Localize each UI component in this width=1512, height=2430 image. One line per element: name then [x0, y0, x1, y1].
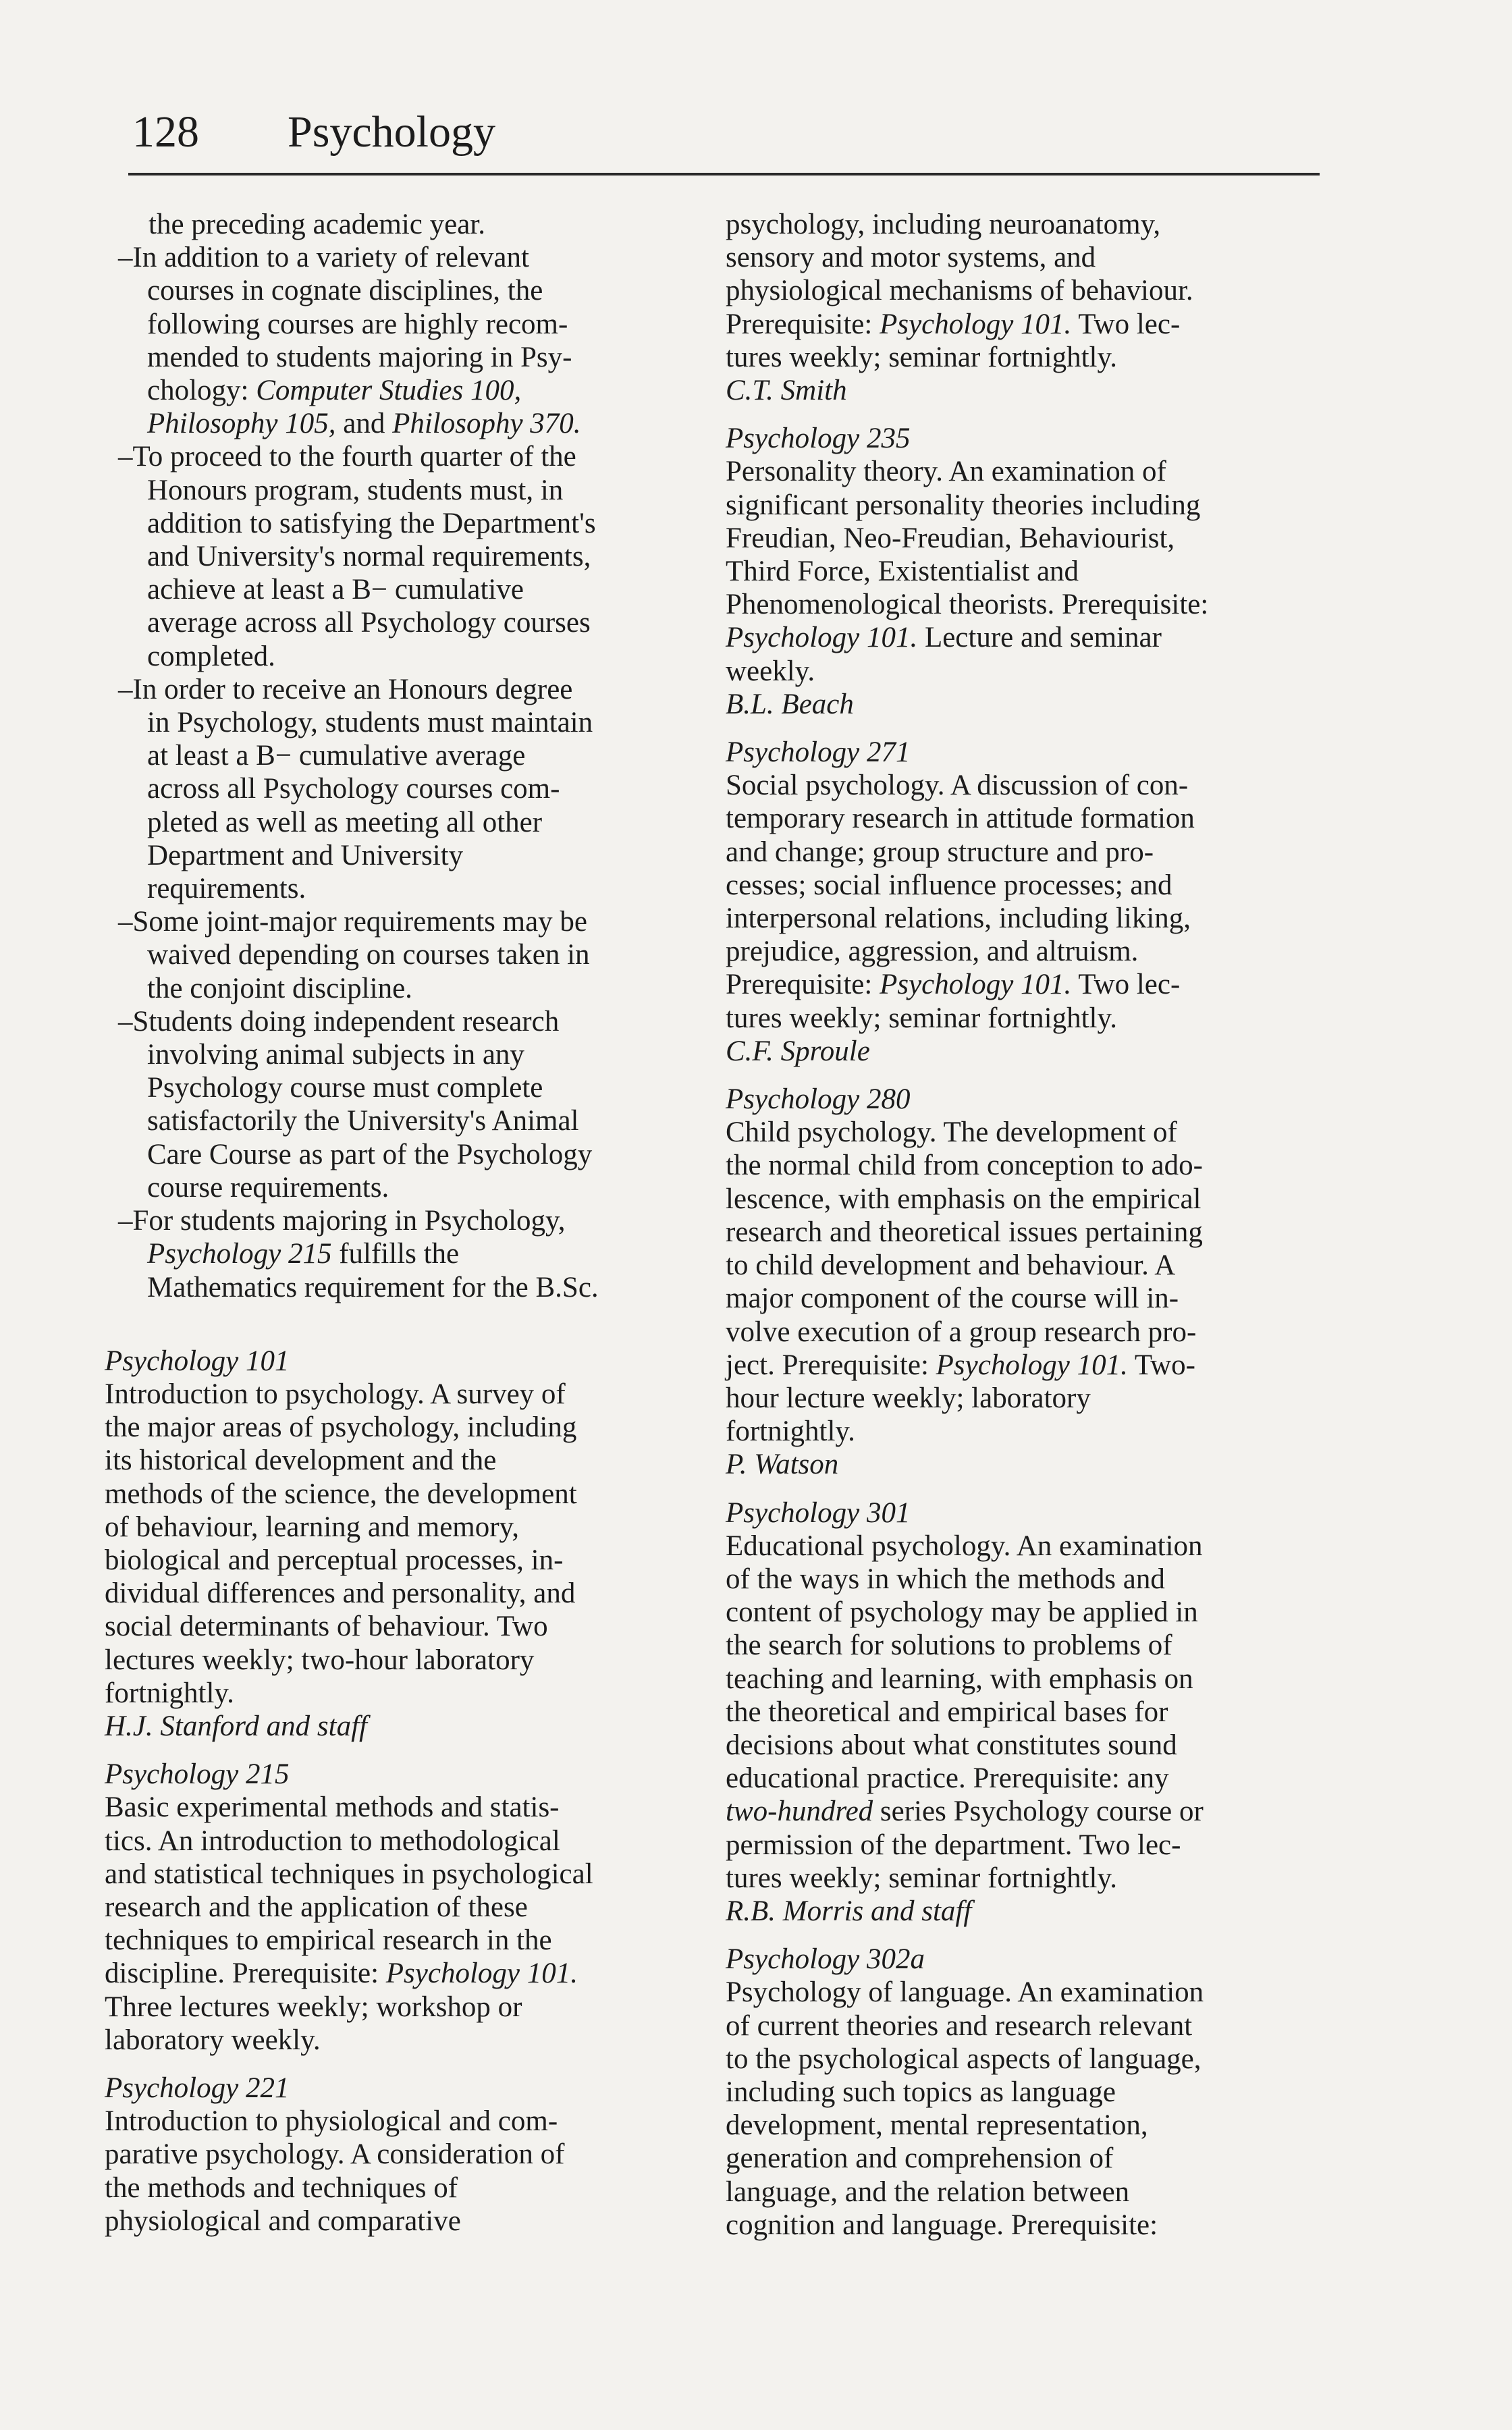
- header-rule: [128, 173, 1320, 176]
- course-description-line: and change; group structure and pro-: [726, 836, 1154, 868]
- course-description-line: two-hundred series Psychology course or: [726, 1796, 1204, 1828]
- course-description-line: physiological mechanisms of behaviour.: [726, 275, 1193, 307]
- course-instructor: R.B. Morris and staff: [726, 1895, 972, 1927]
- course-description-line: lectures weekly; two-hour laboratory: [105, 1644, 535, 1676]
- course-description-line: Psychology 101. Lecture and seminar: [726, 622, 1162, 654]
- course-description-line: Psychology of language. An examination: [726, 1976, 1204, 2009]
- course-description-line: physiological and comparative: [105, 2205, 461, 2237]
- course-title: Psychology 271: [726, 736, 911, 769]
- note-line: chology: Computer Studies 100,: [147, 375, 522, 407]
- course-entry: [726, 1496, 1320, 1928]
- course-description-line: tics. An introduction to methodological: [105, 1825, 560, 1857]
- course-description-line: the search for solutions to problems of: [726, 1629, 1172, 1662]
- course-instructor: C.T. Smith: [726, 375, 847, 407]
- course-entry: [726, 1943, 1320, 2242]
- course-description-line: Social psychology. A discussion of con-: [726, 770, 1189, 802]
- note-line: completed.: [147, 640, 275, 672]
- note-line: Psychology course must complete: [147, 1072, 543, 1104]
- note-line: following courses are highly recom-: [147, 308, 568, 340]
- course-title: Psychology 301: [726, 1496, 911, 1529]
- course-list-right: [726, 422, 1320, 2242]
- note-item: [105, 1204, 699, 1304]
- course-description-line: of the ways in which the methods and: [726, 1563, 1165, 1595]
- continued-line: the preceding academic year.: [148, 209, 485, 240]
- note-line: and University's normal requirements,: [147, 541, 591, 573]
- course-description-line: discipline. Prerequisite: Psychology 101.: [105, 1958, 578, 1990]
- note-line: in Psychology, students must maintain: [147, 707, 593, 739]
- italic-reference: Psychology 101.: [880, 308, 1072, 340]
- italic-reference: Psychology 101.: [936, 1349, 1128, 1381]
- course-description-line: prejudice, aggression, and altruism.: [726, 936, 1139, 968]
- note-item: [105, 440, 699, 672]
- course-description-line: the methods and techniques of: [105, 2171, 458, 2204]
- note-line: satisfactorily the University's Animal: [147, 1105, 579, 1137]
- course-description-line: research and theoretical issues pertaining: [726, 1216, 1203, 1248]
- note-line: pleted as well as meeting all other: [147, 806, 543, 838]
- course-description-line: to child development and behaviour. A: [726, 1249, 1176, 1282]
- italic-reference: Philosophy 370.: [392, 408, 581, 440]
- course-description-line: methods of the science, the development: [105, 1478, 577, 1510]
- note-line: Psychology 215 fulfills the: [147, 1238, 460, 1270]
- note-line: course requirements.: [147, 1171, 389, 1204]
- note-line: courses in cognate disciplines, the: [147, 275, 543, 307]
- course-description-line: cognition and language. Prerequisite:: [726, 2209, 1158, 2241]
- italic-reference: Psychology 101.: [726, 622, 918, 654]
- course-description-line: lescence, with emphasis on the empirical: [726, 1183, 1202, 1215]
- italic-reference: Psychology 215: [147, 1238, 332, 1270]
- course-description-line: the major areas of psychology, including: [105, 1411, 577, 1444]
- course-description-line: weekly.: [726, 655, 815, 687]
- italic-reference: Philosophy 105,: [147, 408, 336, 440]
- course-title: Psychology 280: [726, 1083, 911, 1116]
- note-line: –In addition to a variety of relevant: [118, 242, 529, 274]
- note-line: the conjoint discipline.: [147, 972, 412, 1004]
- course-description-line: Basic experimental methods and statis-: [105, 1791, 560, 1824]
- note-item: [105, 1005, 699, 1204]
- course-description-line: to the psychological aspects of language,: [726, 2043, 1202, 2075]
- notes-list: [105, 241, 699, 1304]
- course-description-line: ject. Prerequisite: Psychology 101. Two-: [726, 1349, 1195, 1381]
- right-column: [726, 208, 1320, 2257]
- note-line: Honours program, students must, in: [147, 474, 564, 506]
- course-entry: [726, 736, 1320, 1068]
- course-instructor: C.F. Sproule: [726, 1035, 870, 1067]
- italic-reference: Psychology 101.: [880, 969, 1072, 1001]
- course-description-line: Freudian, Neo-Freudian, Behaviourist,: [726, 522, 1175, 554]
- course-description-line: Child psychology. The development of: [726, 1116, 1177, 1149]
- note-line: –In order to receive an Honours degree: [118, 673, 573, 705]
- note-item: [105, 673, 699, 905]
- course-description-line: decisions about what constitutes sound: [726, 1729, 1177, 1761]
- note-line: across all Psychology courses com-: [147, 773, 560, 805]
- course-entry: [105, 1345, 699, 1743]
- course-description-line: language, and the relation between: [726, 2176, 1130, 2208]
- course-description-line: dividual differences and personality, and: [105, 1577, 576, 1610]
- page-number: 128: [132, 107, 199, 157]
- course-description-line: of current theories and research relevant: [726, 2009, 1193, 2042]
- note-line: achieve at least a B− cumulative: [147, 574, 524, 606]
- course-description-line: Personality theory. An examination of: [726, 456, 1166, 488]
- course-description-line: temporary research in attitude formation: [726, 803, 1195, 835]
- course-description-line: research and the application of these: [105, 1891, 528, 1923]
- course-description-line: Prerequisite: Psychology 101. Two lec-: [726, 969, 1181, 1001]
- course-description-line: of behaviour, learning and memory,: [105, 1511, 520, 1543]
- course-description-line: generation and comprehension of: [726, 2142, 1114, 2175]
- note-line: mended to students majoring in Psy-: [147, 341, 572, 373]
- course-list-left: [105, 1345, 699, 2238]
- course-description-line: fortnightly.: [726, 1415, 855, 1448]
- note-line: –To proceed to the fourth quarter of the: [118, 441, 576, 473]
- course-instructor: B.L. Beach: [726, 688, 854, 720]
- course-description-line: volve execution of a group research pro-: [726, 1316, 1197, 1348]
- note-line: Department and University: [147, 839, 464, 871]
- course-description-line: tures weekly; seminar fortnightly.: [726, 1862, 1117, 1894]
- course-entry-continued: [726, 208, 1320, 407]
- course-description-line: its historical development and the: [105, 1444, 497, 1477]
- course-entry: [726, 422, 1320, 721]
- course-instructor: H.J. Stanford and staff: [105, 1710, 367, 1742]
- course-description-line: Prerequisite: Psychology 101. Two lec-: [726, 308, 1181, 340]
- course-description-line: cesses; social influence processes; and: [726, 869, 1172, 901]
- course-title: Psychology 302a: [726, 1943, 925, 1976]
- course-description-line: development, mental representation,: [726, 2109, 1148, 2142]
- course-description-line: hour lecture weekly; laboratory: [726, 1382, 1091, 1414]
- course-entry: [105, 2072, 699, 2238]
- italic-reference: Computer Studies 100,: [256, 375, 522, 407]
- section-gap: [105, 1304, 699, 1345]
- course-entry: [726, 1083, 1320, 1481]
- course-description-line: significant personality theories including: [726, 489, 1201, 521]
- course-description-line: parative psychology. A consideration of: [105, 2138, 565, 2171]
- course-description-line: sensory and motor systems, and: [726, 242, 1096, 274]
- course-description-line: Introduction to physiological and com-: [105, 2105, 558, 2138]
- course-entry: [105, 1758, 699, 2057]
- course-description-line: tures weekly; seminar fortnightly.: [726, 1002, 1117, 1034]
- italic-reference: two-hundred: [726, 1796, 873, 1828]
- course-title: Psychology 215: [105, 1758, 290, 1791]
- page-header: [128, 101, 1320, 176]
- course-description-line: educational practice. Prerequisite: any: [726, 1762, 1169, 1795]
- note-item: [105, 241, 699, 440]
- course-instructor: P. Watson: [726, 1449, 839, 1481]
- note-line: –Some joint-major requirements may be: [118, 906, 587, 938]
- course-description-line: Educational psychology. An examination: [726, 1530, 1203, 1562]
- course-description-line: the normal child from conception to ado-: [726, 1150, 1203, 1182]
- course-description-line: content of psychology may be applied in: [726, 1596, 1198, 1629]
- course-description-line: Third Force, Existentialist and: [726, 556, 1079, 588]
- note-line: Mathematics requirement for the B.Sc.: [147, 1271, 599, 1303]
- course-description-line: psychology, including neuroanatomy,: [726, 209, 1161, 240]
- note-line: –For students majoring in Psychology,: [118, 1205, 566, 1237]
- left-column: [105, 208, 699, 2252]
- note-line: waived depending on courses taken in: [147, 939, 590, 971]
- italic-reference: Psychology 101.: [385, 1958, 578, 1990]
- course-description-line: laboratory weekly.: [105, 2024, 321, 2056]
- course-description-line: permission of the department. Two lec-: [726, 1829, 1181, 1861]
- course-description-line: techniques to empirical research in the: [105, 1924, 552, 1957]
- course-description-line: Phenomenological theorists. Prerequisite:: [726, 589, 1209, 621]
- course-description-line: Three lectures weekly; workshop or: [105, 1991, 522, 2023]
- note-item: [105, 905, 699, 1005]
- note-line: involving animal subjects in any: [147, 1039, 524, 1071]
- note-line: addition to satisfying the Department's: [147, 507, 596, 539]
- course-title: Psychology 221: [105, 2072, 290, 2104]
- course-title: Psychology 101: [105, 1345, 290, 1377]
- note-line: –Students doing independent research: [118, 1005, 560, 1037]
- running-head: Psychology: [288, 107, 496, 157]
- course-description-line: including such topics as language: [726, 2076, 1116, 2108]
- course-description-line: social determinants of behaviour. Two: [105, 1611, 548, 1643]
- course-description-line: interpersonal relations, including liking,: [726, 902, 1191, 935]
- course-description-line: tures weekly; seminar fortnightly.: [726, 341, 1117, 373]
- course-description-line: fortnightly.: [105, 1677, 234, 1709]
- note-line: average across all Psychology courses: [147, 607, 591, 639]
- course-title: Psychology 235: [726, 423, 911, 455]
- course-description-line: teaching and learning, with emphasis on: [726, 1663, 1193, 1695]
- note-line: Philosophy 105, and Philosophy 370.: [147, 408, 581, 440]
- course-description-line: the theoretical and empirical bases for: [726, 1696, 1168, 1728]
- note-line: requirements.: [147, 873, 306, 905]
- course-description-line: major component of the course will in-: [726, 1282, 1179, 1315]
- note-line: Care Course as part of the Psychology: [147, 1138, 593, 1170]
- note-line: at least a B− cumulative average: [147, 740, 526, 772]
- course-description-line: and statistical techniques in psychological: [105, 1858, 593, 1890]
- course-description-line: Introduction to psychology. A survey of: [105, 1378, 566, 1410]
- course-description-line: biological and perceptual processes, in-: [105, 1544, 564, 1576]
